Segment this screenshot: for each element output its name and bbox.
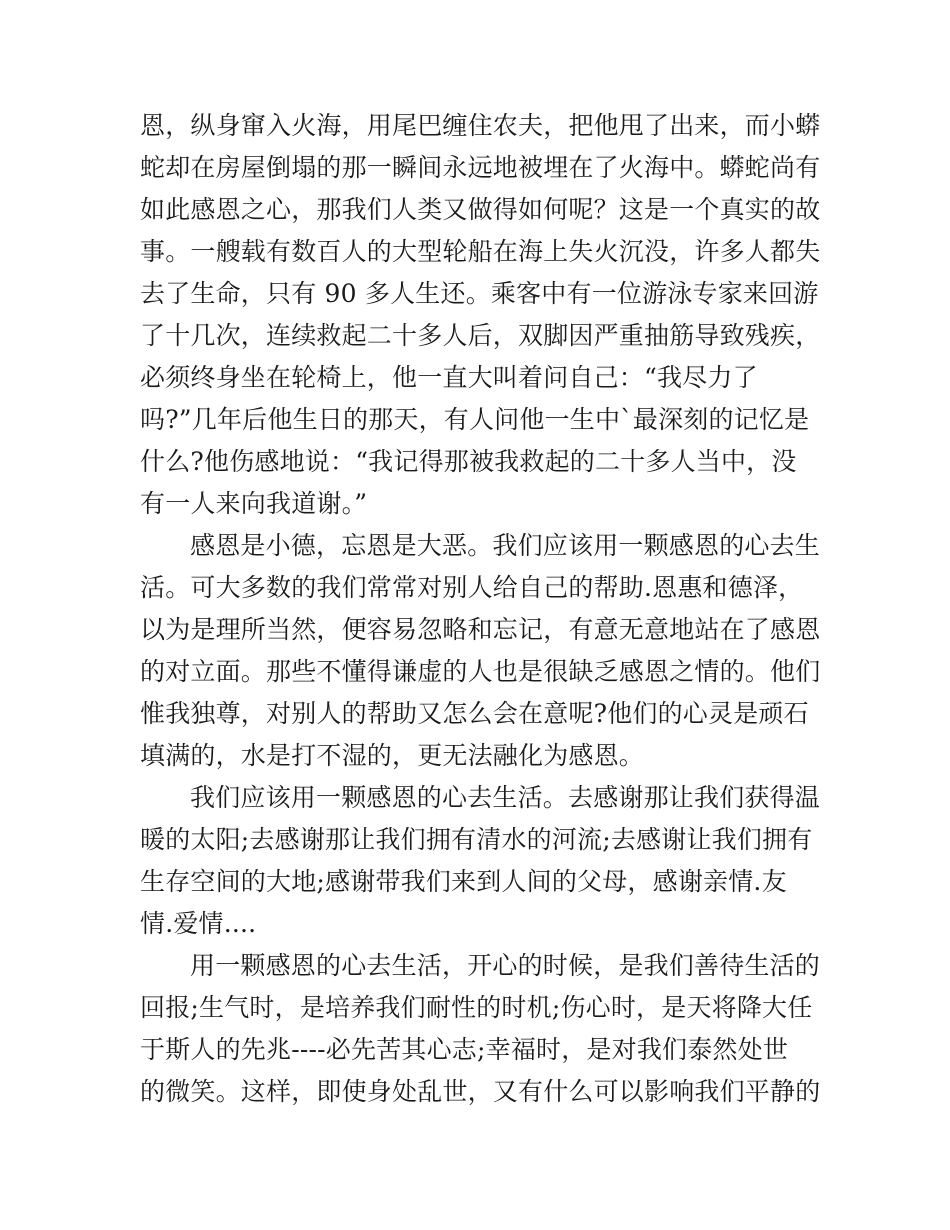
text-line: 蛇却在房屋倒塌的那一瞬间永远地被埋在了火海中。蟒蛇尚有 [140, 153, 820, 182]
paragraph [140, 777, 820, 945]
paragraph [140, 525, 820, 777]
text-line: 情.爱情.... [140, 909, 257, 938]
text-line: 如此感恩之心，那我们人类又做得如何呢？这是一个真实的故 [140, 195, 820, 224]
document-body [140, 105, 820, 1113]
text-line: 吗?”几年后他生日的那天，有人问他一生中`最深刻的记忆是 [140, 405, 810, 434]
text-line: 生存空间的大地;感谢带我们来到人间的父母，感谢亲情.友 [140, 867, 787, 896]
text-line: 的微笑。这样，即使身处乱世，又有什么可以影响我们平静的 [140, 1077, 820, 1106]
text-line: 填满的，水是打不湿的，更无法融化为感恩。 [140, 741, 645, 770]
text-line: 恩，纵身窜入火海，用尾巴缠住农夫，把他甩了出来，而小蟒 [140, 111, 820, 140]
text-line: 活。可大多数的我们常常对别人给自己的帮助.恩惠和德泽， [140, 573, 804, 602]
text-line: 于斯人的先兆----必先苦其心志;幸福时，是对我们泰然处世 [140, 1035, 789, 1064]
text-line: 感恩是小德，忘恩是大恶。我们应该用一颗感恩的心去生 [190, 531, 820, 560]
text-line: 事。一艘载有数百人的大型轮船在海上失火沉没，许多人都失 [140, 237, 820, 266]
text-line: 惟我独尊，对别人的帮助又怎么会在意呢?他们的心灵是顽石 [140, 699, 809, 728]
text-line: 了十几次，连续救起二十多人后，双脚因严重抽筋导致残疾， [140, 321, 820, 350]
text-line: 用一颗感恩的心去生活，开心的时候，是我们善待生活的 [190, 951, 820, 980]
text-line: 有一人来向我道谢。” [140, 489, 368, 518]
text-line: 的对立面。那些不懂得谦虚的人也是很缺乏感恩之情的。他们 [140, 657, 820, 686]
text-line: 什么?他伤感地说：“我记得那被我救起的二十多人当中，没 [140, 447, 797, 476]
text-line: 去了生命，只有 90 多人生还。乘客中有一位游泳专家来回游 [140, 279, 819, 308]
text-line: 回报;生气时，是培养我们耐性的时机;伤心时，是天将降大任 [140, 993, 813, 1022]
text-line: 以为是理所当然，便容易忽略和忘记，有意无意地站在了感恩 [140, 615, 820, 644]
paragraph [140, 945, 820, 1113]
text-line: 我们应该用一颗感恩的心去生活。去感谢那让我们获得温 [190, 783, 820, 812]
text-line: 必须终身坐在轮椅上，他一直大叫着问自己：“我尽力了 [140, 363, 758, 392]
text-line: 暖的太阳;去感谢那让我们拥有清水的河流;去感谢让我们拥有 [140, 825, 813, 854]
paragraph [140, 105, 820, 525]
